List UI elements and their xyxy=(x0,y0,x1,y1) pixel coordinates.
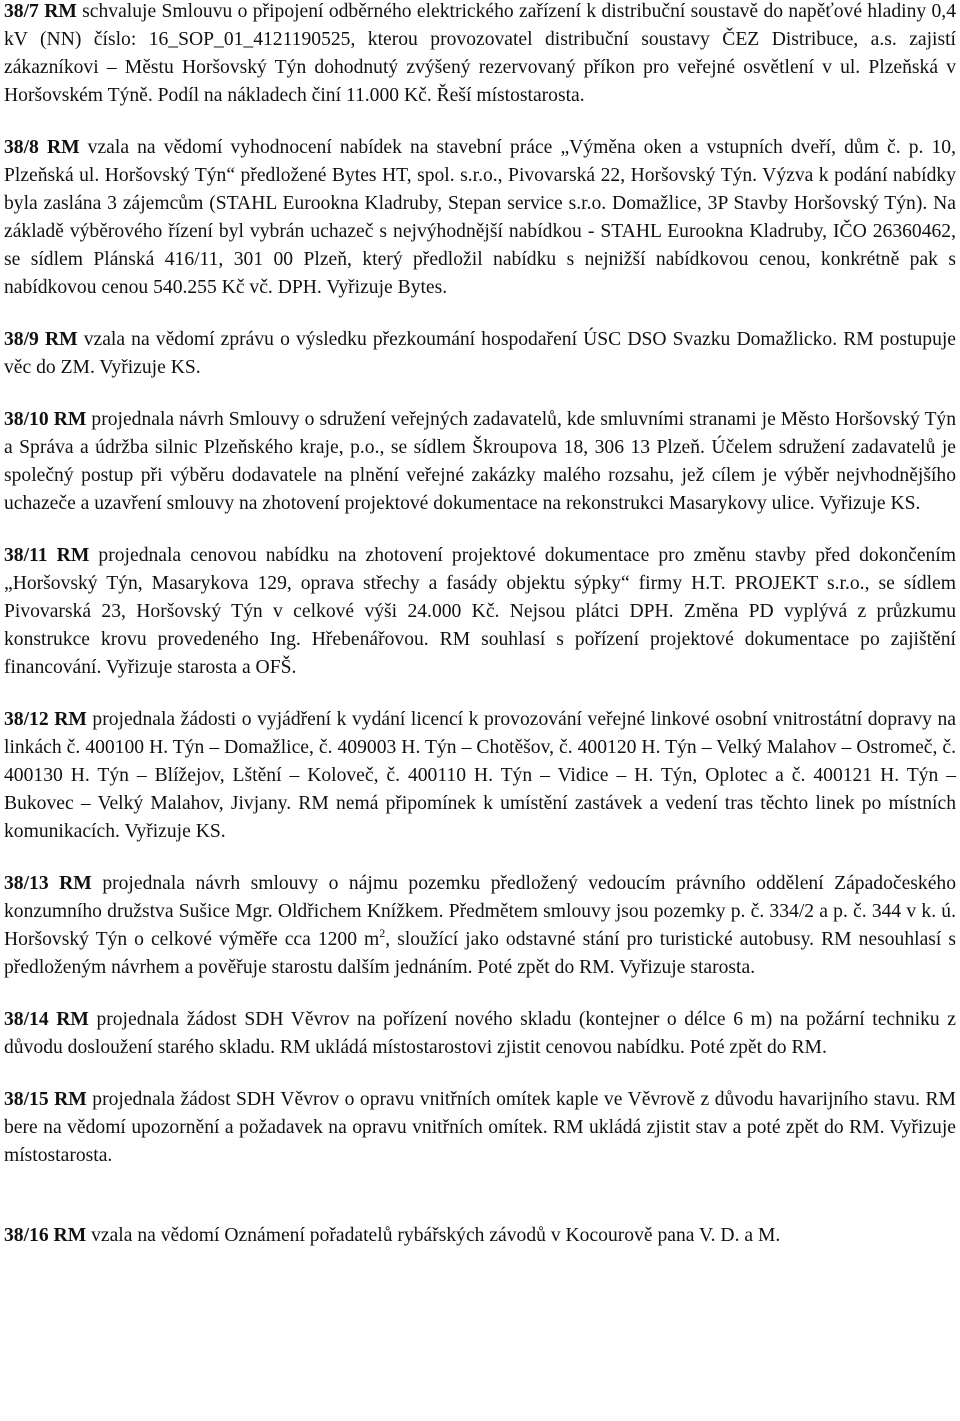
resolution-text: projednala žádost SDH Věvrov o opravu vnitřních omítek kaple ve Věvrově z důvodu havarijního stavu. RM bere na vědomí upozornění a požadavek na opravu vnitřních omítek. RM ukládá zjistit stav a poté zpět do RM. Vyřizuje místostarosta. xyxy=(4,1089,956,1166)
resolution-paragraph xyxy=(4,1222,956,1250)
resolution-text: projednala žádosti o vyjádření k vydání licencí k provozování veřejné linkové osobní vnitrostátní dopravy na linkách č. 400100 H. Týn – Domažlice, č. 409003 H. Týn – Chotěšov, č. 400120 H. Týn – Velký Malahov – Ostromeč, č. 400130 H. Týn – Blížejov, Lštění – Koloveč, č. 400110 H. Týn – Vidice – H. Týn, Oplotec a č. 400121 H. Týn – Bukovec – Velký Malahov, Jivjany. RM nemá připomínek k umístění zastávek a vedení tras těchto linek po místních komunikacích. Vyřizuje KS. xyxy=(4,709,956,842)
resolution-text: projednala návrh smlouvy o nájmu pozemku předložený vedoucím právního oddělení Západočeského konzumního družstva Sušice Mgr. Oldřichem Knížkem. Předmětem smlouvy jsou pozemky p. č. 334/2 a p. č. 344 v k. ú. Horšovský Týn o celkové výměře cca 1200 m xyxy=(4,873,957,950)
resolution-text: projednala žádost SDH Věvrov na pořízení nového skladu (kontejner o délce 6 m) na požární techniku z důvodu dosloužení starého skladu. RM ukládá místostarostovi zjistit cenovou nabídku. Poté zpět do RM. xyxy=(4,1009,956,1058)
resolution-number: 38/16 xyxy=(4,1225,49,1246)
resolution-text-continued: , sloužící jako odstavné stání pro turistické autobusy. RM nesouhlasí s předloženým návrhem a pověřuje starostu dalším jednáním. Poté zpět do RM. Vyřizuje starosta. xyxy=(4,929,956,978)
superscript-exponent: 2 xyxy=(379,926,386,940)
resolution-text: schvaluje Smlouvu o připojení odběrného elektrického zařízení k distribuční soustavě do napěťové hladiny 0,4 kV (NN) číslo: 16_SOP_01_4121190525, kterou provozovatel distribuční soustavy ČEZ Distribuce, a.s. zajistí zákazníkovi – Městu Horšovský Týn dohodnutý zvýšený rezervovaný příkon pro veřejné osvětlení v ul. Plzeňská v Horšovském Týně. Podíl na nákladech činí 11.000 Kč. Řeší místostarosta. xyxy=(4,1,956,106)
resolution-number: 38/9 xyxy=(4,329,39,350)
resolution-number: 38/12 xyxy=(4,709,49,730)
resolution-body-abbrev: RM xyxy=(44,329,78,350)
resolution-paragraph xyxy=(4,0,956,110)
resolution-number: 38/15 xyxy=(4,1089,49,1110)
resolution-paragraph xyxy=(4,870,956,982)
resolution-number: 38/14 xyxy=(4,1009,49,1030)
resolution-paragraph xyxy=(4,134,956,302)
resolution-text: vzala na vědomí vyhodnocení nabídek na stavební práce „Výměna oken a vstupních dveří, dům č. p. 10, Plzeňská ul. Horšovský Týn“ předložené Bytes HT, spol. s.r.o., Pivovarská 22, Horšovský Týn. Výzva k podání nabídky byla zaslána 3 zájemcům (STAHL Eurookna Kladruby, Stepan service s.r.o. Domažlice, 3P Stavby Horšovský Týn). Na základě výběrového řízení byl vybrán uchazeč s nejvýhodnější nabídkou - STAHL Eurookna Kladruby, IČO 26360462, se sídlem Plánská 416/11, 301 00 Plzeň, který předložil nabídku s nejnižší nabídkovou cenou, konkrétně pak s nabídkovou cenou 540.255 Kč vč. DPH. Vyřizuje Bytes. xyxy=(4,137,956,298)
resolution-paragraph xyxy=(4,1086,956,1170)
resolution-body-abbrev: RM xyxy=(56,545,90,566)
resolution-body-abbrev: RM xyxy=(54,709,87,730)
resolution-body-abbrev: RM xyxy=(53,409,87,430)
resolution-number: 38/7 xyxy=(4,1,39,22)
resolution-paragraph xyxy=(4,542,956,682)
resolution-paragraph xyxy=(4,326,956,382)
resolution-body-abbrev: RM xyxy=(54,1089,87,1110)
resolution-paragraph xyxy=(4,406,956,518)
resolution-text: vzala na vědomí zprávu o výsledku přezkoumání hospodaření ÚSC DSO Svazku Domažlicko. RM postupuje věc do ZM. Vyřizuje KS. xyxy=(4,329,957,378)
resolution-text: projednala cenovou nabídku na zhotovení projektové dokumentace pro změnu stavby před dokončením „Horšovský Týn, Masarykova 129, oprava střechy a fasády objektu sýpky“ firmy H.T. PROJEKT s.r.o., se sídlem Pivovarská 23, Horšovský Týn v celkové výši 24.000 Kč. Nejsou plátci DPH. Změna PD vyplývá z průzkumu konstrukce krovu provedeného Ing. Hřebenářovou. RM souhlasí s pořízení projektové dokumentace po zajištění financování. Vyřizuje starosta a OFŠ. xyxy=(4,545,956,678)
resolution-paragraph xyxy=(4,1006,956,1062)
resolution-number: 38/10 xyxy=(4,409,49,430)
resolution-text: vzala na vědomí Oznámení pořadatelů rybářských závodů v Kocourově pana V. D. a M. xyxy=(86,1225,781,1246)
resolution-number: 38/11 xyxy=(4,545,48,566)
resolution-body-abbrev: RM xyxy=(44,1,77,22)
resolution-paragraph xyxy=(4,706,956,846)
resolution-text: projednala návrh Smlouvy o sdružení veřejných zadavatelů, kde smluvními stranami je Město Horšovský Týn a Správa a údržba silnic Plzeňského kraje, p.o., se sídlem Škroupova 18, 306 13 Plzeň. Účelem sdružení zadavatelů je společný postup při výběru dodavatele na plnění veřejné zakázky malého rozsahu, jež cílem je výběr nejvhodnějšího uchazeče a uzavření smlouvy na zhotovení projektové dokumentace na rekonstrukci Masarykovy ulice. Vyřizuje KS. xyxy=(4,409,957,514)
resolution-body-abbrev: RM xyxy=(56,1009,89,1030)
resolution-body-abbrev: RM xyxy=(59,873,92,894)
resolution-number: 38/8 xyxy=(4,137,39,158)
resolution-number: 38/13 xyxy=(4,873,49,894)
resolution-body-abbrev: RM xyxy=(53,1225,87,1246)
resolution-body-abbrev: RM xyxy=(46,137,80,158)
